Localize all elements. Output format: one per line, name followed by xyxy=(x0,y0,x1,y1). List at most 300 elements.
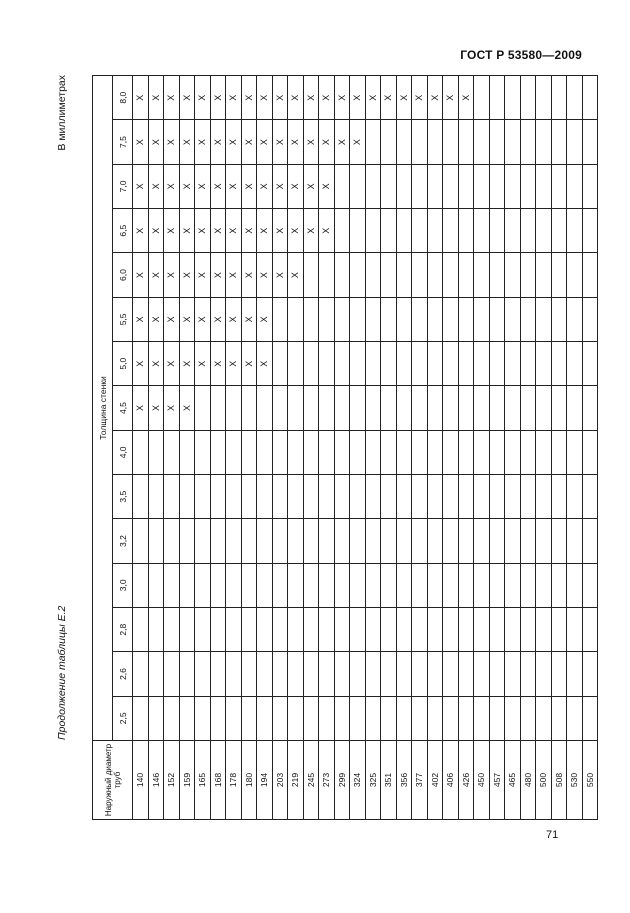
diameter-cell: 146 xyxy=(148,741,164,820)
empty-cell xyxy=(489,120,505,164)
empty-cell xyxy=(505,386,521,430)
empty-cell xyxy=(489,519,505,563)
empty-cell xyxy=(412,209,428,253)
marked-cell: X xyxy=(195,76,211,120)
diameter-cell: 406 xyxy=(443,741,459,820)
empty-cell xyxy=(474,696,490,740)
marked-cell: X xyxy=(195,253,211,297)
empty-cell xyxy=(288,608,304,652)
marked-cell: X xyxy=(210,120,226,164)
table-row xyxy=(551,76,567,820)
empty-cell xyxy=(536,519,552,563)
thickness-col-header: 7,5 xyxy=(113,120,133,164)
empty-cell xyxy=(427,209,443,253)
empty-cell xyxy=(505,475,521,519)
empty-cell xyxy=(350,696,366,740)
empty-cell xyxy=(195,563,211,607)
thickness-col-header: 3,0 xyxy=(113,563,133,607)
empty-cell xyxy=(567,253,583,297)
empty-cell xyxy=(257,608,273,652)
marked-cell: X xyxy=(241,297,257,341)
empty-cell xyxy=(582,253,598,297)
empty-cell xyxy=(257,430,273,474)
empty-cell xyxy=(226,696,242,740)
empty-cell xyxy=(148,696,164,740)
empty-cell xyxy=(396,342,412,386)
empty-cell xyxy=(567,209,583,253)
marked-cell: X xyxy=(210,253,226,297)
empty-cell xyxy=(319,563,335,607)
empty-cell xyxy=(489,475,505,519)
empty-cell xyxy=(427,652,443,696)
empty-cell xyxy=(489,563,505,607)
empty-cell xyxy=(226,519,242,563)
empty-cell xyxy=(443,342,459,386)
caption-row xyxy=(48,75,76,820)
empty-cell xyxy=(319,652,335,696)
empty-cell xyxy=(520,475,536,519)
empty-cell xyxy=(567,120,583,164)
empty-cell xyxy=(427,342,443,386)
empty-cell xyxy=(272,608,288,652)
empty-cell xyxy=(350,475,366,519)
marked-cell: X xyxy=(458,76,474,120)
marked-cell: X xyxy=(148,342,164,386)
marked-cell: X xyxy=(241,253,257,297)
empty-cell xyxy=(567,76,583,120)
empty-cell xyxy=(288,342,304,386)
empty-cell xyxy=(365,475,381,519)
empty-cell xyxy=(427,475,443,519)
empty-cell xyxy=(489,209,505,253)
empty-cell xyxy=(582,563,598,607)
empty-cell xyxy=(489,430,505,474)
empty-cell xyxy=(164,430,180,474)
empty-cell xyxy=(210,696,226,740)
empty-cell xyxy=(443,297,459,341)
marked-cell: X xyxy=(226,164,242,208)
marked-cell: X xyxy=(257,164,273,208)
empty-cell xyxy=(257,563,273,607)
empty-cell xyxy=(350,519,366,563)
empty-cell xyxy=(567,164,583,208)
marked-cell: X xyxy=(164,253,180,297)
empty-cell xyxy=(350,297,366,341)
marked-cell: X xyxy=(210,297,226,341)
diameter-cell: 159 xyxy=(179,741,195,820)
empty-cell xyxy=(396,430,412,474)
table-row xyxy=(319,76,335,820)
empty-cell xyxy=(427,430,443,474)
empty-cell xyxy=(582,652,598,696)
diameter-cell: 465 xyxy=(505,741,521,820)
empty-cell xyxy=(210,519,226,563)
empty-cell xyxy=(551,563,567,607)
empty-cell xyxy=(427,253,443,297)
marked-cell: X xyxy=(257,297,273,341)
empty-cell xyxy=(195,696,211,740)
empty-cell xyxy=(474,563,490,607)
empty-cell xyxy=(520,297,536,341)
empty-cell xyxy=(458,209,474,253)
empty-cell xyxy=(257,519,273,563)
wall-thickness-header: Толщина стенки xyxy=(93,76,113,741)
empty-cell xyxy=(257,475,273,519)
empty-cell xyxy=(582,120,598,164)
marked-cell: X xyxy=(179,209,195,253)
empty-cell xyxy=(179,652,195,696)
empty-cell xyxy=(148,475,164,519)
marked-cell: X xyxy=(350,76,366,120)
diameter-cell: 426 xyxy=(458,741,474,820)
empty-cell xyxy=(396,120,412,164)
empty-cell xyxy=(303,386,319,430)
empty-cell xyxy=(350,652,366,696)
empty-cell xyxy=(334,563,350,607)
diameter-cell: 508 xyxy=(551,741,567,820)
empty-cell xyxy=(148,652,164,696)
empty-cell xyxy=(381,209,397,253)
diameter-cell: 325 xyxy=(365,741,381,820)
marked-cell: X xyxy=(350,120,366,164)
marked-cell: X xyxy=(179,342,195,386)
empty-cell xyxy=(319,386,335,430)
empty-cell xyxy=(505,519,521,563)
empty-cell xyxy=(582,297,598,341)
empty-cell xyxy=(536,209,552,253)
empty-cell xyxy=(396,652,412,696)
marked-cell: X xyxy=(226,253,242,297)
diameter-cell: 351 xyxy=(381,741,397,820)
empty-cell xyxy=(443,209,459,253)
empty-cell xyxy=(489,386,505,430)
diameter-cell: 299 xyxy=(334,741,350,820)
table-row xyxy=(148,76,164,820)
empty-cell xyxy=(241,652,257,696)
marked-cell: X xyxy=(319,209,335,253)
empty-cell xyxy=(489,164,505,208)
empty-cell xyxy=(133,563,149,607)
diameter-cell: 152 xyxy=(164,741,180,820)
empty-cell xyxy=(288,519,304,563)
empty-cell xyxy=(319,430,335,474)
marked-cell: X xyxy=(288,209,304,253)
table-row xyxy=(288,76,304,820)
empty-cell xyxy=(319,253,335,297)
empty-cell xyxy=(148,519,164,563)
marked-cell: X xyxy=(257,120,273,164)
diameter-cell: 500 xyxy=(536,741,552,820)
empty-cell xyxy=(179,519,195,563)
empty-cell xyxy=(319,608,335,652)
empty-cell xyxy=(536,120,552,164)
empty-cell xyxy=(520,563,536,607)
empty-cell xyxy=(334,297,350,341)
empty-cell xyxy=(226,608,242,652)
table-row xyxy=(520,76,536,820)
diameter-cell: 180 xyxy=(241,741,257,820)
thickness-col-header: 4,5 xyxy=(113,386,133,430)
table-row xyxy=(133,76,149,820)
empty-cell xyxy=(334,696,350,740)
empty-cell xyxy=(195,519,211,563)
empty-cell xyxy=(350,386,366,430)
marked-cell: X xyxy=(288,253,304,297)
empty-cell xyxy=(412,164,428,208)
diameter-cell: 457 xyxy=(489,741,505,820)
marked-cell: X xyxy=(179,76,195,120)
empty-cell xyxy=(458,253,474,297)
empty-cell xyxy=(350,430,366,474)
empty-cell xyxy=(396,253,412,297)
empty-cell xyxy=(489,76,505,120)
empty-cell xyxy=(458,608,474,652)
table-row xyxy=(241,76,257,820)
empty-cell xyxy=(226,652,242,696)
empty-cell xyxy=(520,76,536,120)
empty-cell xyxy=(334,164,350,208)
empty-cell xyxy=(241,430,257,474)
empty-cell xyxy=(412,430,428,474)
table-caption: Продолжение таблицы Е.2 xyxy=(56,605,68,740)
empty-cell xyxy=(520,253,536,297)
empty-cell xyxy=(334,386,350,430)
empty-cell xyxy=(443,120,459,164)
empty-cell xyxy=(443,563,459,607)
diameter-cell: 356 xyxy=(396,741,412,820)
diameter-cell: 550 xyxy=(582,741,598,820)
marked-cell: X xyxy=(319,120,335,164)
empty-cell xyxy=(350,253,366,297)
empty-cell xyxy=(536,76,552,120)
empty-cell xyxy=(458,696,474,740)
empty-cell xyxy=(179,608,195,652)
empty-cell xyxy=(148,430,164,474)
marked-cell: X xyxy=(272,253,288,297)
empty-cell xyxy=(412,696,428,740)
thickness-col-header: 6,5 xyxy=(113,209,133,253)
marked-cell: X xyxy=(288,120,304,164)
empty-cell xyxy=(582,608,598,652)
empty-cell xyxy=(272,696,288,740)
empty-cell xyxy=(334,652,350,696)
marked-cell: X xyxy=(226,209,242,253)
empty-cell xyxy=(381,519,397,563)
empty-cell xyxy=(288,430,304,474)
marked-cell: X xyxy=(179,120,195,164)
empty-cell xyxy=(458,342,474,386)
marked-cell: X xyxy=(303,76,319,120)
marked-cell: X xyxy=(133,120,149,164)
empty-cell xyxy=(505,652,521,696)
empty-cell xyxy=(179,563,195,607)
marked-cell: X xyxy=(427,76,443,120)
empty-cell xyxy=(319,475,335,519)
empty-cell xyxy=(474,209,490,253)
empty-cell xyxy=(458,297,474,341)
empty-cell xyxy=(288,696,304,740)
empty-cell xyxy=(427,120,443,164)
empty-cell xyxy=(396,563,412,607)
table-row xyxy=(458,76,474,820)
marked-cell: X xyxy=(257,253,273,297)
thickness-col-header: 7,0 xyxy=(113,164,133,208)
empty-cell xyxy=(303,519,319,563)
marked-cell: X xyxy=(164,209,180,253)
empty-cell xyxy=(551,386,567,430)
empty-cell xyxy=(489,696,505,740)
marked-cell: X xyxy=(334,76,350,120)
empty-cell xyxy=(288,386,304,430)
diameter-cell: 450 xyxy=(474,741,490,820)
empty-cell xyxy=(567,430,583,474)
diameter-cell: 140 xyxy=(133,741,149,820)
marked-cell: X xyxy=(133,297,149,341)
empty-cell xyxy=(520,608,536,652)
empty-cell xyxy=(365,253,381,297)
marked-cell: X xyxy=(303,120,319,164)
table-row xyxy=(334,76,350,820)
empty-cell xyxy=(381,696,397,740)
marked-cell: X xyxy=(195,342,211,386)
table-row xyxy=(303,76,319,820)
empty-cell xyxy=(582,475,598,519)
empty-cell xyxy=(164,563,180,607)
marked-cell: X xyxy=(179,386,195,430)
empty-cell xyxy=(458,475,474,519)
empty-cell xyxy=(226,430,242,474)
empty-cell xyxy=(303,297,319,341)
empty-cell xyxy=(536,563,552,607)
empty-cell xyxy=(474,430,490,474)
marked-cell: X xyxy=(443,76,459,120)
empty-cell xyxy=(272,475,288,519)
empty-cell xyxy=(195,386,211,430)
empty-cell xyxy=(536,386,552,430)
diameter-cell: 165 xyxy=(195,741,211,820)
empty-cell xyxy=(365,696,381,740)
table-row xyxy=(179,76,195,820)
empty-cell xyxy=(396,386,412,430)
empty-cell xyxy=(288,563,304,607)
thickness-col-header: 5,0 xyxy=(113,342,133,386)
empty-cell xyxy=(241,519,257,563)
empty-cell xyxy=(474,519,490,563)
empty-cell xyxy=(350,164,366,208)
empty-cell xyxy=(536,652,552,696)
empty-cell xyxy=(505,297,521,341)
empty-cell xyxy=(458,519,474,563)
empty-cell xyxy=(474,386,490,430)
empty-cell xyxy=(164,608,180,652)
empty-cell xyxy=(381,342,397,386)
empty-cell xyxy=(272,430,288,474)
empty-cell xyxy=(303,475,319,519)
diameter-cell: 480 xyxy=(520,741,536,820)
empty-cell xyxy=(474,297,490,341)
diameter-cell: 324 xyxy=(350,741,366,820)
empty-cell xyxy=(474,253,490,297)
marked-cell: X xyxy=(319,164,335,208)
empty-cell xyxy=(350,209,366,253)
empty-cell xyxy=(179,696,195,740)
empty-cell xyxy=(365,430,381,474)
empty-cell xyxy=(412,342,428,386)
empty-cell xyxy=(412,253,428,297)
empty-cell xyxy=(567,475,583,519)
empty-cell xyxy=(365,608,381,652)
marked-cell: X xyxy=(272,120,288,164)
empty-cell xyxy=(551,164,567,208)
empty-cell xyxy=(241,696,257,740)
table-row xyxy=(226,76,242,820)
table-row xyxy=(210,76,226,820)
marked-cell: X xyxy=(179,253,195,297)
empty-cell xyxy=(458,563,474,607)
thickness-col-header: 2,5 xyxy=(113,696,133,740)
marked-cell: X xyxy=(226,76,242,120)
empty-cell xyxy=(520,164,536,208)
empty-cell xyxy=(536,475,552,519)
empty-cell xyxy=(458,164,474,208)
marked-cell: X xyxy=(334,120,350,164)
empty-cell xyxy=(458,386,474,430)
empty-cell xyxy=(412,563,428,607)
diameter-cell: 377 xyxy=(412,741,428,820)
empty-cell xyxy=(381,563,397,607)
header-row-top xyxy=(93,76,113,820)
diameter-cell: 203 xyxy=(272,741,288,820)
empty-cell xyxy=(551,608,567,652)
table-row xyxy=(195,76,211,820)
empty-cell xyxy=(582,76,598,120)
empty-cell xyxy=(164,696,180,740)
empty-cell xyxy=(458,120,474,164)
marked-cell: X xyxy=(226,297,242,341)
empty-cell xyxy=(474,652,490,696)
empty-cell xyxy=(226,386,242,430)
empty-cell xyxy=(582,164,598,208)
empty-cell xyxy=(443,253,459,297)
empty-cell xyxy=(272,519,288,563)
marked-cell: X xyxy=(226,120,242,164)
empty-cell xyxy=(489,608,505,652)
marked-cell: X xyxy=(164,342,180,386)
thickness-col-header: 8,0 xyxy=(113,76,133,120)
marked-cell: X xyxy=(179,164,195,208)
diameter-cell: 168 xyxy=(210,741,226,820)
empty-cell xyxy=(365,120,381,164)
empty-cell xyxy=(489,342,505,386)
thickness-col-header: 2,6 xyxy=(113,652,133,696)
empty-cell xyxy=(195,430,211,474)
empty-cell xyxy=(334,209,350,253)
tube-size-table xyxy=(92,75,598,820)
empty-cell xyxy=(443,652,459,696)
empty-cell xyxy=(164,475,180,519)
empty-cell xyxy=(443,519,459,563)
empty-cell xyxy=(272,386,288,430)
empty-cell xyxy=(567,563,583,607)
marked-cell: X xyxy=(303,209,319,253)
empty-cell xyxy=(257,652,273,696)
empty-cell xyxy=(505,563,521,607)
empty-cell xyxy=(241,563,257,607)
marked-cell: X xyxy=(148,209,164,253)
empty-cell xyxy=(396,696,412,740)
empty-cell xyxy=(551,696,567,740)
empty-cell xyxy=(505,76,521,120)
